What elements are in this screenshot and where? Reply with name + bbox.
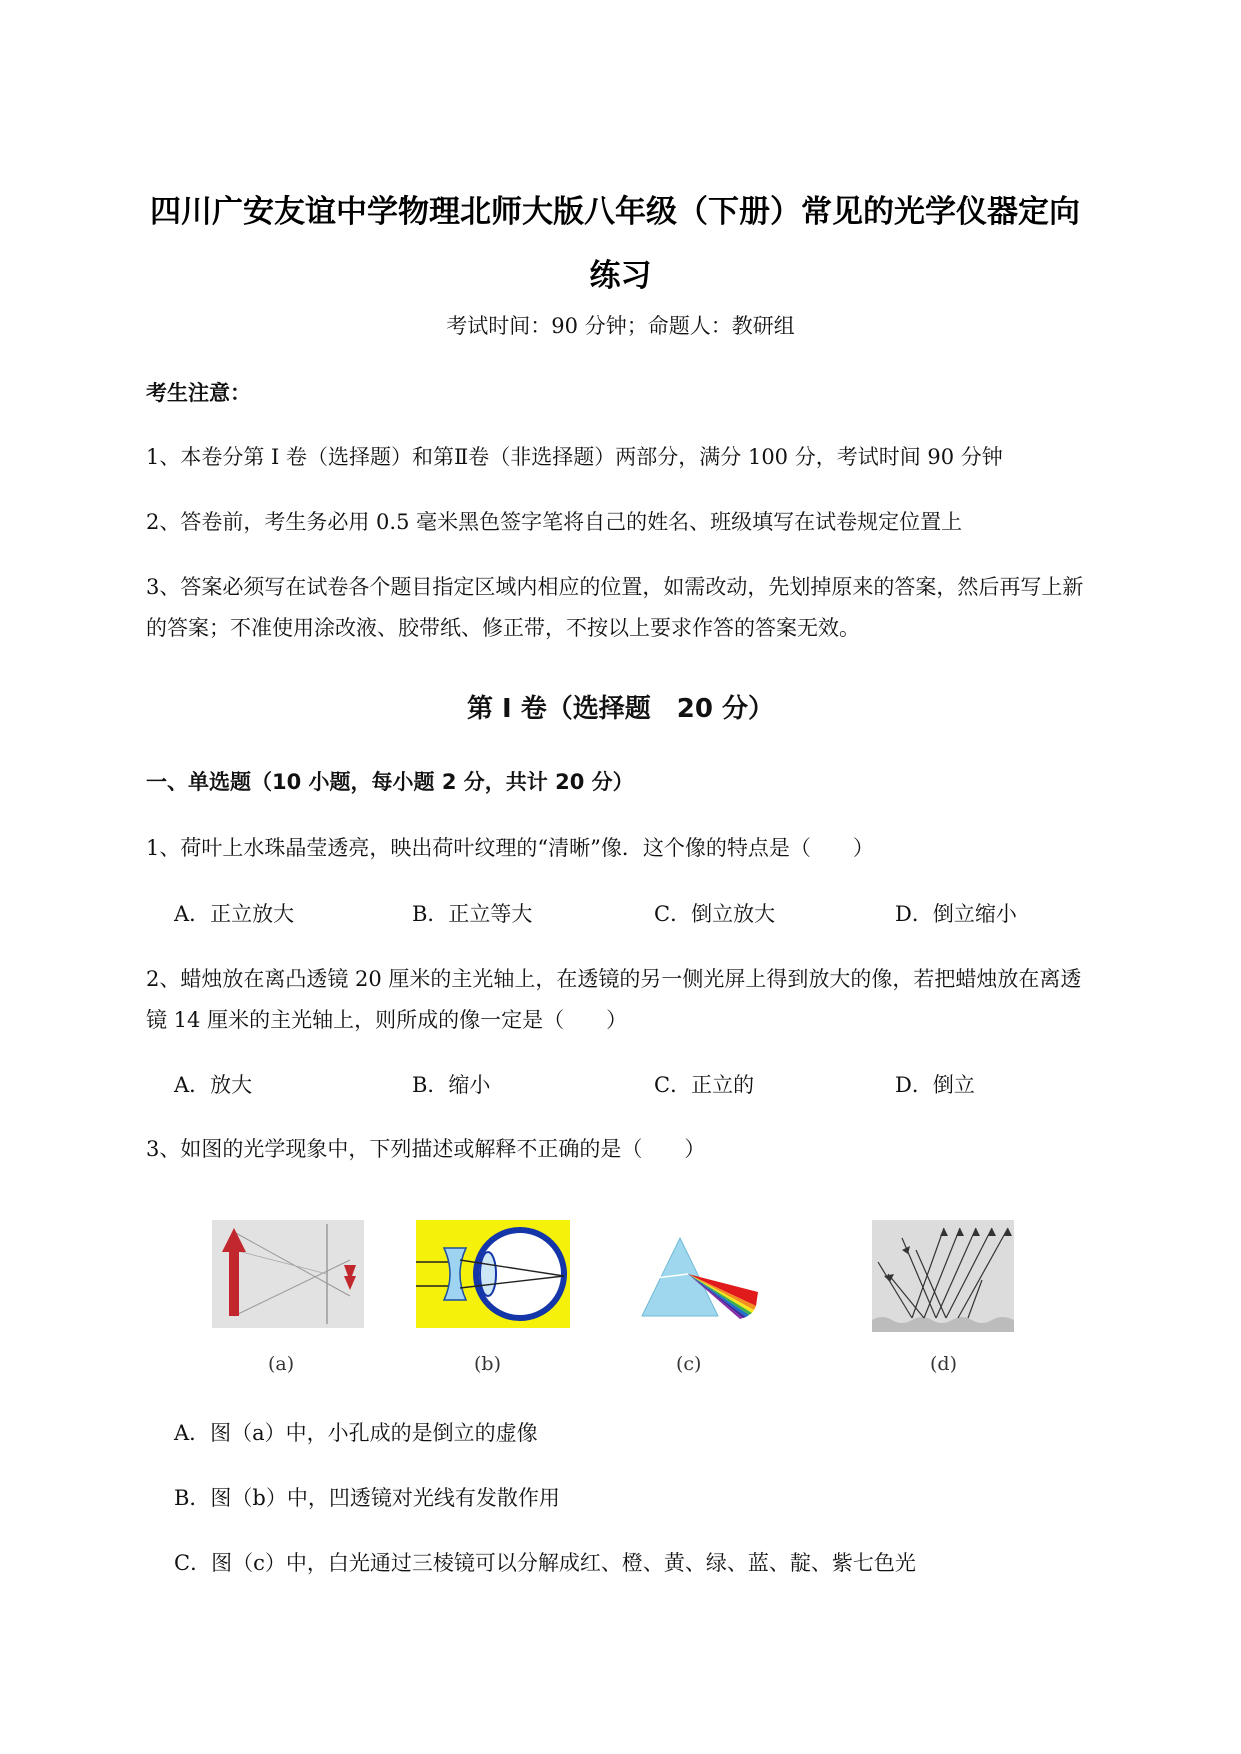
notice-item-2: 2、答卷前，考生务必用 0.5 毫米黑色签字笔将自己的姓名、班级填写在试卷规定位置上 — [146, 510, 963, 534]
question-2-option-a: A．放大 — [174, 1073, 253, 1097]
figure-d-label: (d) — [930, 1353, 957, 1375]
figure-d-diffuse-reflection — [872, 1220, 1014, 1332]
figure-c-label: (c) — [676, 1353, 702, 1375]
notice-item-3: 3、答案必须写在试卷各个题目指定区域内相应的位置，如需改动，先划掉原来的答案，然后再写上新 — [146, 575, 1084, 599]
question-1-option-b: B．正立等大 — [412, 902, 533, 926]
question-3-stem: 3、如图的光学现象中，下列描述或解释不正确的是（ ） — [146, 1137, 706, 1161]
question-1-option-a: A．正立放大 — [174, 902, 295, 926]
question-2-option-c: C．正立的 — [654, 1073, 755, 1097]
exam-info: 考试时间：90 分钟；命题人：教研组 — [446, 314, 795, 338]
question-2-stem-line1: 2、蜡烛放在离凸透镜 20 厘米的主光轴上，在透镜的另一侧光屏上得到放大的像，若把蜡烛放在离透 — [146, 967, 1082, 991]
question-1-option-c: C．倒立放大 — [654, 902, 776, 926]
question-2-option-b: B．缩小 — [412, 1073, 491, 1097]
notice-heading: 考生注意： — [146, 381, 251, 405]
notice-item-3-cont: 的答案；不准使用涂改液、胶带纸、修正带，不按以上要求作答的答案无效。 — [146, 616, 860, 640]
figure-b-label: (b) — [474, 1353, 501, 1375]
question-2-stem-line2: 镜 14 厘米的主光轴上，则所成的像一定是（ ） — [146, 1008, 628, 1032]
question-1-stem: 1、荷叶上水珠晶莹透亮，映出荷叶纹理的“清晰”像．这个像的特点是（ ） — [146, 836, 874, 860]
notice-item-1: 1、本卷分第 I 卷（选择题）和第Ⅱ卷（非选择题）两部分，满分 100 分，考试时间 90 分钟 — [146, 445, 1003, 469]
document-title-line1: 四川广安友谊中学物理北师大版八年级（下册）常见的光学仪器定向 — [150, 194, 1080, 230]
document-title-line2: 练习 — [589, 258, 652, 294]
figure-a-label: (a) — [268, 1353, 295, 1375]
figure-a-pinhole — [212, 1220, 364, 1328]
question-1-option-d: D．倒立缩小 — [895, 902, 1017, 926]
figure-c-prism-dispersion — [640, 1234, 760, 1324]
question-3-option-c: C．图（c）中，白光通过三棱镜可以分解成红、橙、黄、绿、蓝、靛、紫七色光 — [174, 1551, 916, 1575]
section-title: 第 I 卷（选择题 20 分） — [466, 694, 774, 724]
question-3-option-b: B．图（b）中，凹透镜对光线有发散作用 — [174, 1486, 560, 1510]
question-3-option-a: A．图（a）中，小孔成的是倒立的虚像 — [174, 1421, 538, 1445]
question-2-option-d: D．倒立 — [895, 1073, 975, 1097]
figure-b-concave-lens-eye — [416, 1220, 570, 1328]
part-title: 一、单选题（10 小题，每小题 2 分，共计 20 分） — [146, 770, 634, 794]
